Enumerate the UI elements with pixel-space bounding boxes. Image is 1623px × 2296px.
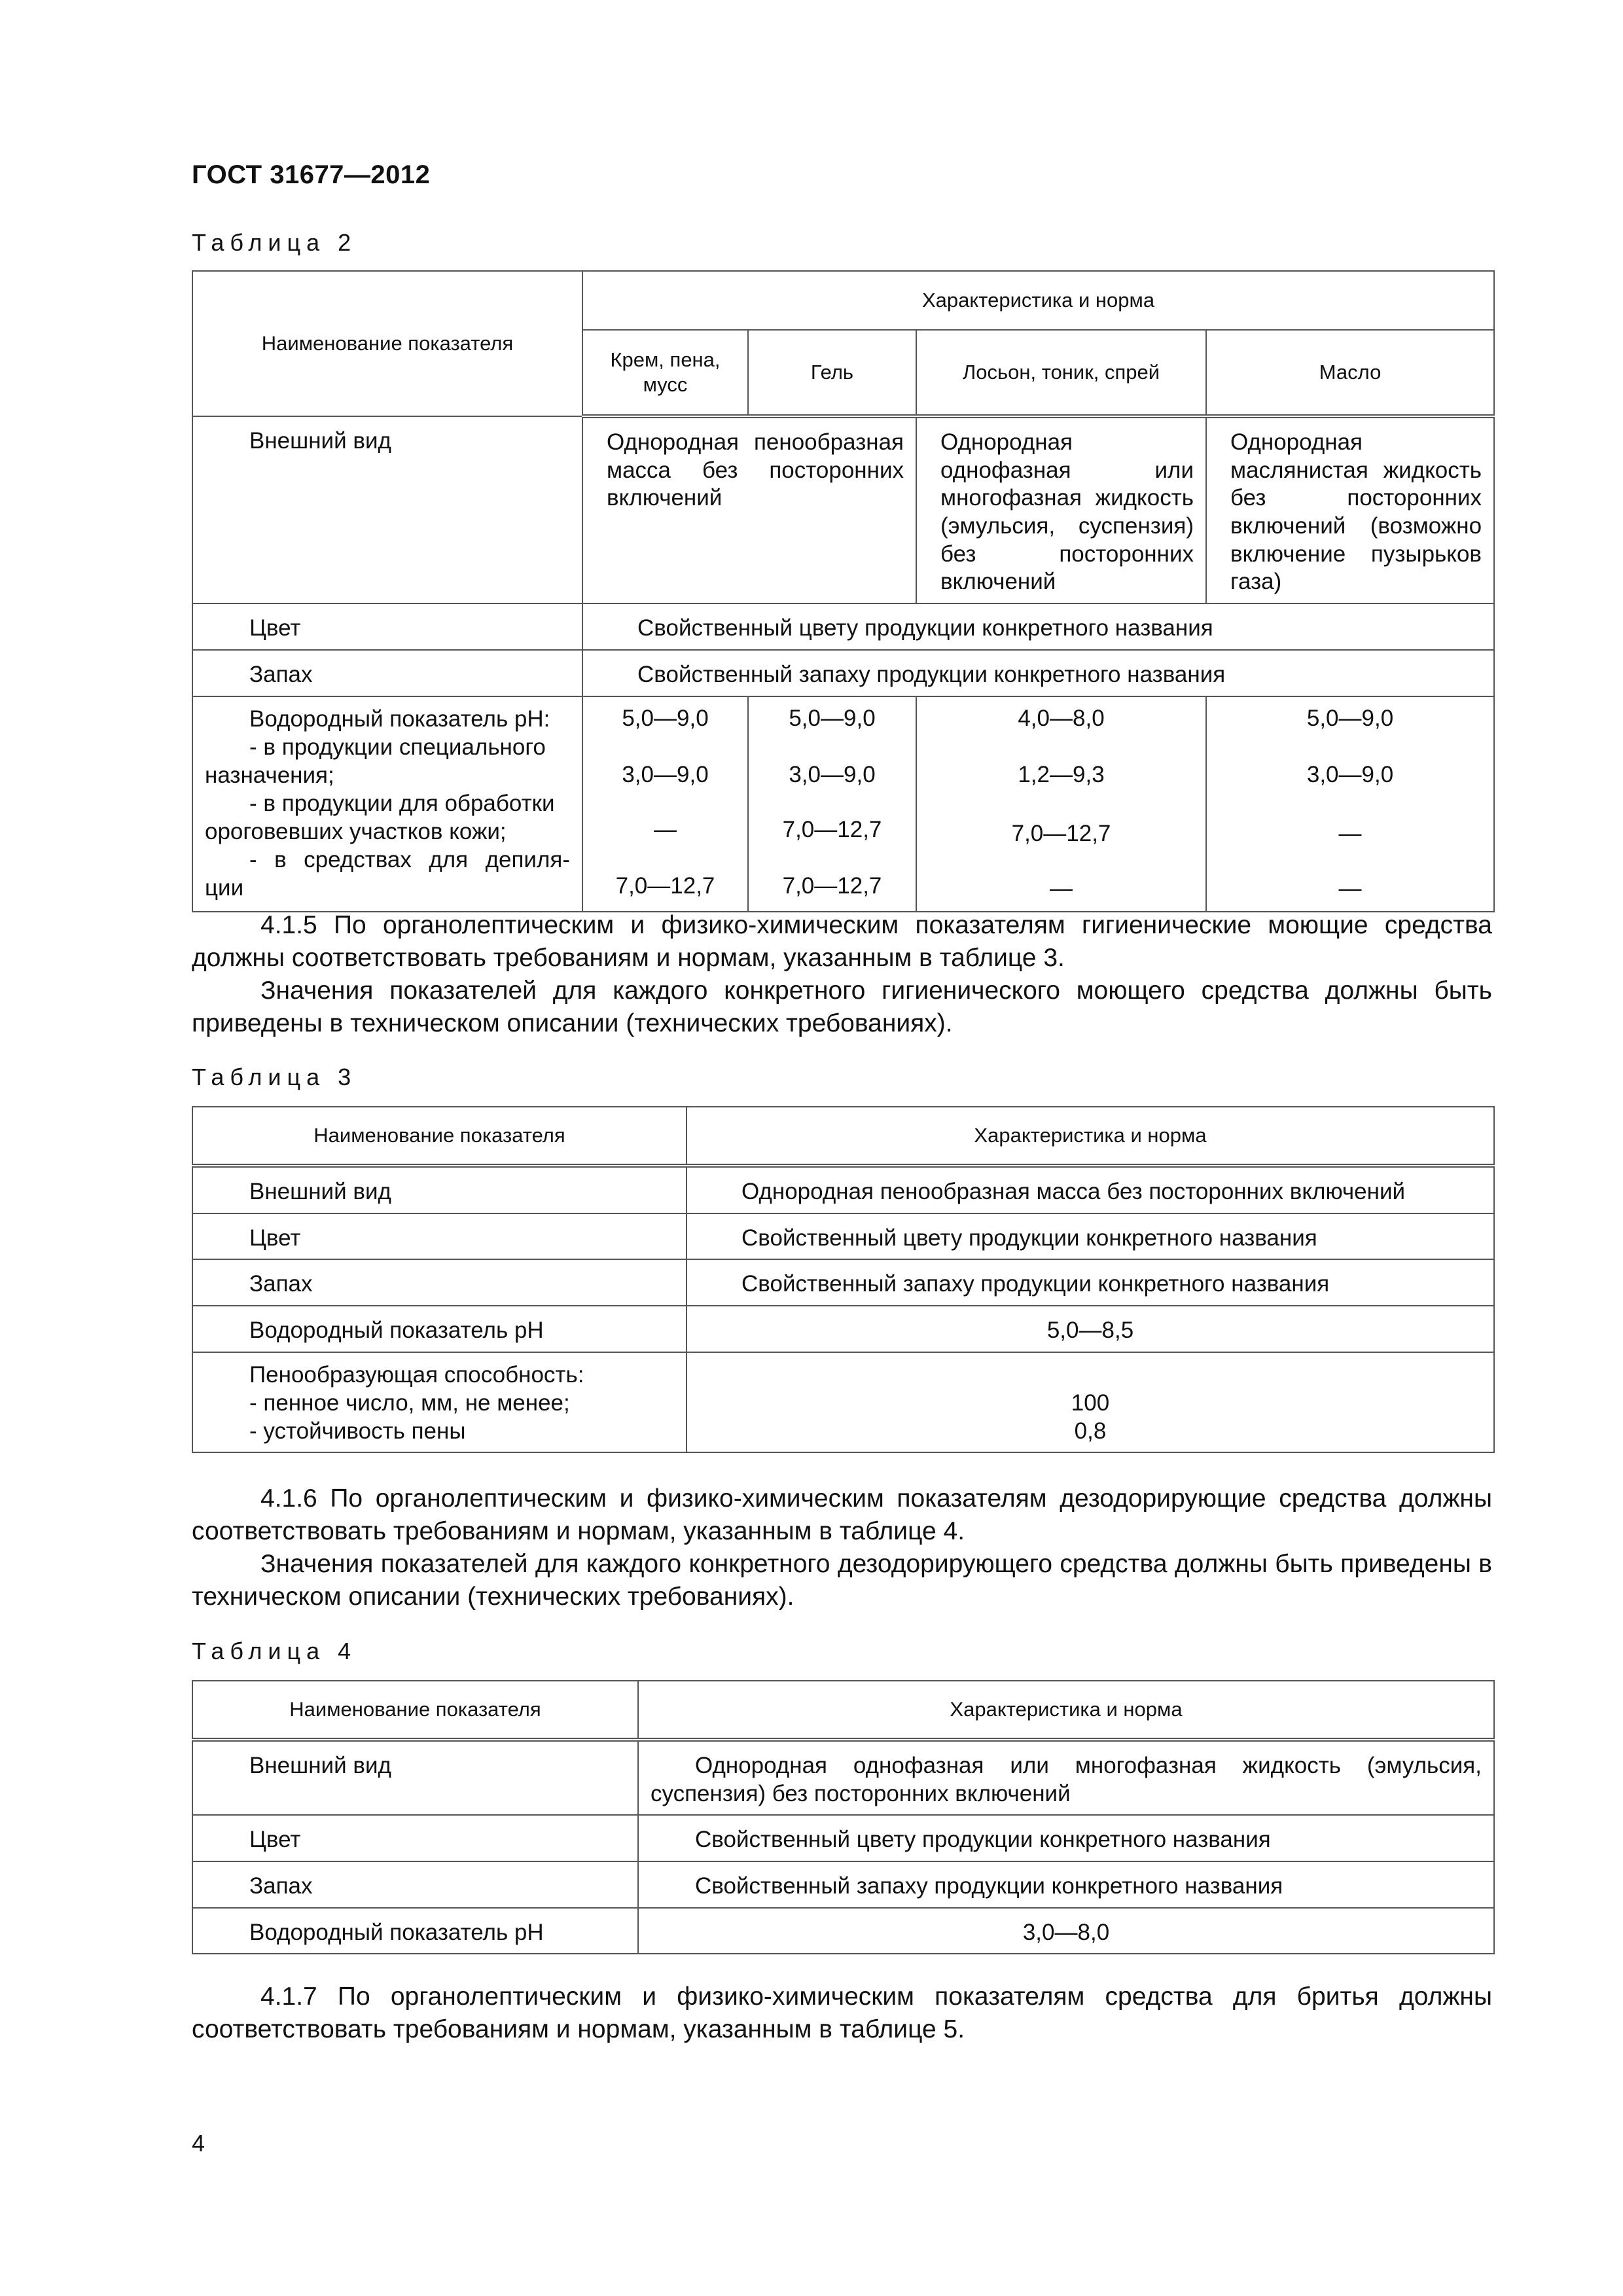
t2-cvet-name: Цвет xyxy=(192,603,582,650)
t3-foam-name xyxy=(192,1352,687,1452)
t2-ph-col4 xyxy=(1206,696,1494,912)
t3-row3-name: Запах xyxy=(192,1259,687,1306)
page-number: 4 xyxy=(192,2130,205,2157)
t2-ph-r2-c4: 3,0—9,0 xyxy=(1306,761,1394,787)
t2-ph-l3: назначения; xyxy=(205,762,334,788)
table-2 xyxy=(192,270,1495,912)
table3-caption: Таблица 3 xyxy=(192,1064,357,1090)
t2-ph-r1-c2: 5,0—9,0 xyxy=(789,705,876,731)
t2-ph-r4-c4: — xyxy=(1338,875,1362,901)
t2-ph-r4-c1: 7,0—12,7 xyxy=(615,872,715,899)
t2-ph-r3-c4: — xyxy=(1338,820,1362,846)
t3-row2-value: Свойственный цвету продукции конкретного названия xyxy=(687,1213,1494,1260)
p417-a: 4.1.7 По органолептическим и физико-химическим показателям средства для бритья должны соответствовать требованиям и нормам, указанным в таблице 5. xyxy=(192,1982,1492,2043)
p416-b: Значения показателей для каждого конкретного дезодорирующего средства должны быть приведены в техническом описании (технических требованиях). xyxy=(192,1550,1492,1611)
p415-a: 4.1.5 По органолептическим и физико-химическим показателям гигиенические моющие средства должны соответствовать требованиям и нормам, указанным в таблице 3. xyxy=(192,911,1492,972)
t2-ph-r1-c4: 5,0—9,0 xyxy=(1306,705,1394,731)
t2-ph-r3-c1: — xyxy=(654,816,677,842)
t3-foam-l3: - устойчивость пены xyxy=(249,1418,466,1444)
t4-row3-name: Запах xyxy=(192,1861,638,1908)
t4-row4-name: Водородный показатель pH xyxy=(192,1908,638,1954)
t3-foam-l2: - пенное число, мм, не менее; xyxy=(249,1390,570,1416)
t2-cvet-value: Свойственный цвету продукции конкретного названия xyxy=(582,603,1494,650)
t2-ph-r1-c1: 5,0—9,0 xyxy=(622,705,709,731)
t2-ph-l5: ороговевших участков кожи; xyxy=(205,818,507,844)
t3-header-value: Характеристика и норма xyxy=(687,1107,1494,1166)
document-title: ГОСТ 31677—2012 xyxy=(192,160,431,189)
p415-b: Значения показателей для каждого конкретного гигиенического моющего средства должны быть приведены в техническом описании (технических требованиях). xyxy=(192,977,1492,1037)
t2-header-group: Характеристика и норма xyxy=(582,271,1494,330)
table-3 xyxy=(192,1106,1495,1453)
t2-ph-r3-c3: 7,0—12,7 xyxy=(1011,820,1111,846)
t4-row4-value: 3,0—8,0 xyxy=(638,1908,1494,1954)
paragraph-4-1-7 xyxy=(192,1981,1492,2046)
t2-vid-name: Внешний вид xyxy=(192,416,582,603)
t4-row1-value: Однородная однофазная или многофазная жидкость (эмульсия, суспензия) без посторонних включений xyxy=(638,1740,1494,1815)
paragraph-4-1-6 xyxy=(192,1482,1492,1613)
t3-row3-value: Свойственный запаху продукции конкретного названия xyxy=(687,1259,1494,1306)
t3-row1-value: Однородная пенообразная масса без посторонних включений xyxy=(687,1166,1494,1213)
t2-ph-r4-c2: 7,0—12,7 xyxy=(782,872,882,899)
table2-caption: Таблица 2 xyxy=(192,229,357,256)
t2-ph-l2: - в продукции специального xyxy=(249,734,546,760)
t3-foam-v2: 0,8 xyxy=(1074,1418,1107,1444)
t2-ph-l7: ции xyxy=(205,874,244,901)
t2-ph-r2-c2: 3,0—9,0 xyxy=(789,761,876,787)
t2-header-col4: Масло xyxy=(1206,330,1494,416)
t2-vid-c12: Однородная пенообразная масса без посторонних включений xyxy=(582,416,916,603)
t3-row2-name: Цвет xyxy=(192,1213,687,1260)
table-4 xyxy=(192,1680,1495,1954)
paragraph-4-1-5 xyxy=(192,909,1492,1040)
t2-ph-r2-c3: 1,2—9,3 xyxy=(1018,761,1105,787)
t2-zapah-value: Свойственный запаху продукции конкретного названия xyxy=(582,650,1494,696)
t2-ph-r3-c2: 7,0—12,7 xyxy=(782,816,882,842)
p416-a: 4.1.6 По органолептическим и физико-химическим показателям дезодорирующие средства должны соответствовать требованиям и нормам, указанным в таблице 4. xyxy=(192,1484,1492,1545)
t4-header-value: Характеристика и норма xyxy=(638,1681,1494,1740)
t3-foam-value xyxy=(687,1352,1494,1452)
t2-zapah-name: Запах xyxy=(192,650,582,696)
t2-header-col1: Крем, пена, мусс xyxy=(582,330,748,416)
t3-row4-value: 5,0—8,5 xyxy=(687,1306,1494,1352)
t2-ph-col2 xyxy=(748,696,916,912)
t2-vid-c4: Однородная маслянистая жидкость без посторонних включений (возможно включение пузырьков газа) xyxy=(1206,416,1494,603)
t3-foam-l1: Пенообразующая способность: xyxy=(249,1361,584,1388)
t2-vid-c3: Однородная однофазная или многофазная жидкость (эмульсия, суспензия) без посторонних включений xyxy=(916,416,1206,603)
t3-header-name: Наименование показателя xyxy=(192,1107,687,1166)
t2-ph-col3 xyxy=(916,696,1206,912)
t4-row2-value: Свойственный цвету продукции конкретного названия xyxy=(638,1815,1494,1861)
t4-row2-name: Цвет xyxy=(192,1815,638,1861)
t2-header-name: Наименование показателя xyxy=(192,271,582,416)
t2-header-col2: Гель xyxy=(748,330,916,416)
t2-header-col3: Лосьон, тоник, спрей xyxy=(916,330,1206,416)
t2-ph-l1: Водородный показатель pH: xyxy=(249,706,550,732)
t4-header-name: Наименование показателя xyxy=(192,1681,638,1740)
t2-ph-l4: - в продукции для обработки xyxy=(249,790,555,816)
t2-ph-r1-c3: 4,0—8,0 xyxy=(1018,705,1105,731)
table4-caption: Таблица 4 xyxy=(192,1638,357,1664)
t2-ph-name xyxy=(192,696,582,912)
t3-row4-name: Водородный показатель pH xyxy=(192,1306,687,1352)
t4-row1-name: Внешний вид xyxy=(192,1740,638,1815)
t2-ph-r4-c3: — xyxy=(1050,875,1073,901)
t3-row1-name: Внешний вид xyxy=(192,1166,687,1213)
t2-ph-l6: - в средствах для депиля- xyxy=(249,846,570,872)
t3-foam-v1: 100 xyxy=(1071,1390,1110,1416)
t4-row3-value: Свойственный запаху продукции конкретного названия xyxy=(638,1861,1494,1908)
t2-ph-r2-c1: 3,0—9,0 xyxy=(622,761,709,787)
t2-ph-col1 xyxy=(582,696,748,912)
